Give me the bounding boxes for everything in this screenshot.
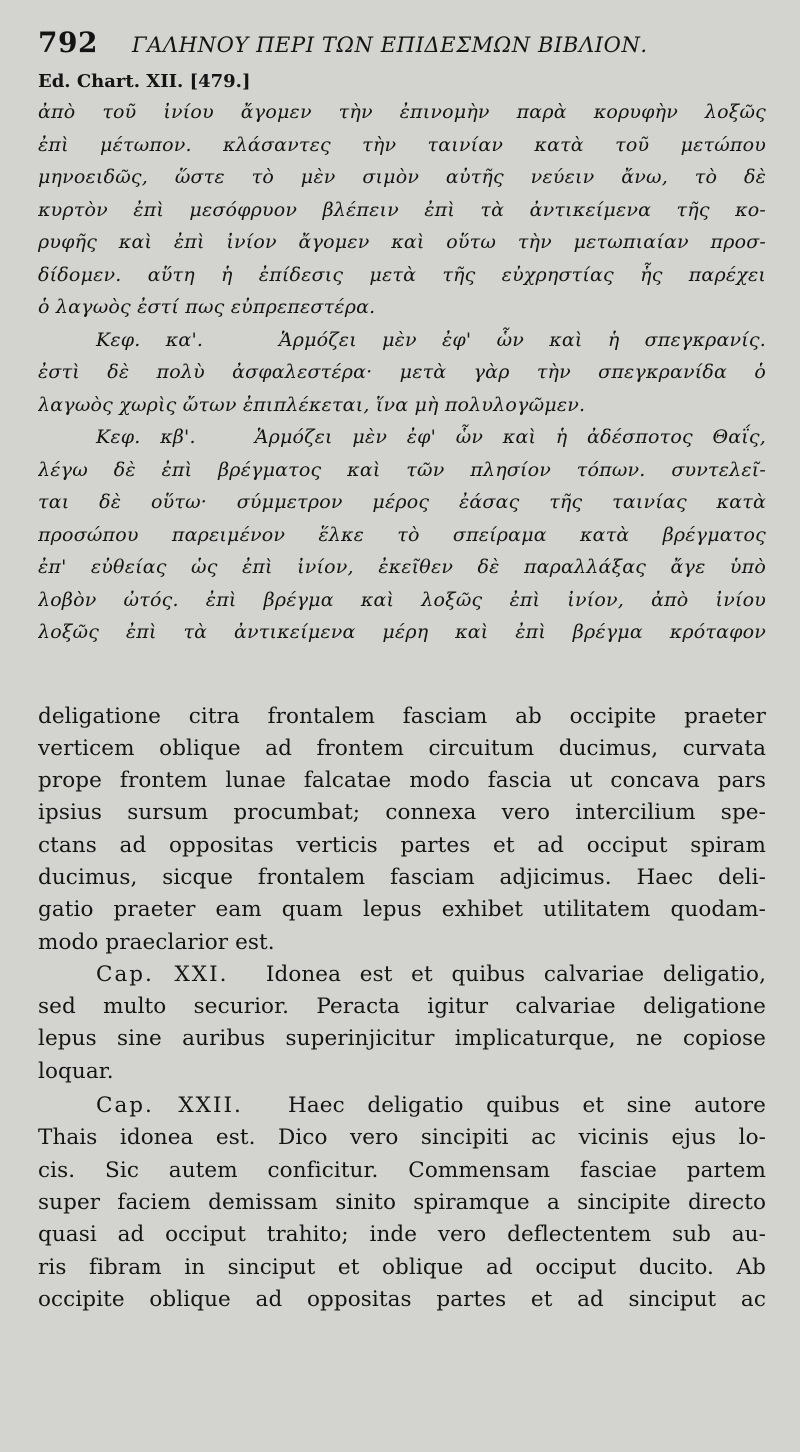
- latin-line: Thais idonea est. Dico vero sincipiti ac vicinis ejus lo-: [38, 1125, 766, 1151]
- latin-line: occipite oblique ad oppositas partes et ad sinciput ac: [38, 1286, 766, 1312]
- latin-chapter-21-first-line: [38, 959, 766, 991]
- latin-line: quasi ad occiput trahito; inde vero deflectentem sub au-: [38, 1222, 766, 1248]
- latin-line: ctans ad oppositas verticis partes et ad occiput spiram: [38, 832, 766, 858]
- latin-chapter-22-first-line: [38, 1090, 766, 1122]
- greek-line: ἀπὸ τοῦ ἰνίου ἄγομεν τὴν ἐπινομὴν παρὰ κορυφὴν λοξῶς: [38, 101, 766, 123]
- latin-line: lepus sine auribus superinjicitur implicaturque, ne copiose: [38, 1026, 766, 1052]
- edition-reference: Ed. Chart. XII. [479.]: [38, 71, 251, 92]
- latin-line: sed multo securior. Peracta igitur calvariae deligatione: [38, 994, 766, 1020]
- greek-line: λοξῶς ἐπὶ τὰ ἀντικείμενα μέρη καὶ ἐπὶ βρέγμα κρόταφον: [38, 621, 766, 643]
- greek-line: Ἁρμόζει μὲν ἐφ' ὧν καὶ ἡ ἀδέσποτος Θαΐς,: [254, 426, 766, 448]
- greek-line: μηνοειδῶς, ὥστε τὸ μὲν σιμὸν αὐτῆς νεύειν ἄνω, τὸ δὲ: [38, 166, 766, 188]
- latin-chapter-21-label: Cap. XXI.: [96, 961, 229, 987]
- greek-line: Ἁρμόζει μὲν ἐφ' ὧν καὶ ἡ σπεγκρανίς.: [278, 328, 766, 351]
- latin-line: modo praeclarior est.: [38, 929, 275, 955]
- latin-line: super faciem demissam sinito spiramque a sincipite directo: [38, 1189, 766, 1215]
- latin-line: prope frontem lunae falcatae modo fascia ut concava pars: [38, 768, 766, 794]
- latin-line: deligatione citra frontalem fasciam ab occipite praeter: [38, 703, 766, 729]
- latin-chapter-22-label: Cap. XXII.: [96, 1093, 243, 1119]
- section-gap: [38, 649, 766, 701]
- page-header: [38, 26, 766, 66]
- running-title: ΓΑΛΗΝΟΥ ΠΕΡΙ ΤΩΝ ΕΠΙΔΕΣΜΩΝ ΒΙΒΛΙΟΝ.: [132, 33, 648, 57]
- greek-line: λαγωὸς χωρὶς ὤτων ἐπιπλέκεται, ἵνα μὴ πολυλογῶμεν.: [38, 393, 586, 416]
- greek-line: προσώπου παρειμένον ἕλκε τὸ σπείραμα κατὰ βρέγματος: [38, 523, 766, 546]
- latin-line: cis. Sic autem conficitur. Commensam fasciae partem: [38, 1157, 766, 1183]
- latin-line: ducimus, sicque frontalem fasciam adjicimus. Haec deli-: [38, 864, 766, 890]
- greek-line: ὁ λαγωὸς ἐστί πως εὐπρεπεστέρα.: [38, 296, 376, 318]
- latin-line: ris fibram in sinciput et oblique ad occiput ducito. Ab: [38, 1254, 766, 1280]
- greek-line: κυρτὸν ἐπὶ μεσόφρυον βλέπειν ἐπὶ τὰ ἀντικείμενα τῆς κο-: [38, 198, 766, 221]
- greek-line: ρυφῆς καὶ ἐπὶ ἰνίον ἄγομεν καὶ οὕτω τὴν μετωπιαίαν προσ-: [38, 231, 766, 253]
- greek-line: ἐπὶ μέτωπον. κλάσαντες τὴν ταινίαν κατὰ τοῦ μετώπου: [38, 133, 766, 156]
- latin-line: Idonea est et quibus calvariae deligatio,: [265, 961, 766, 987]
- latin-line: verticem oblique ad frontem circuitum ducimus, curvata: [38, 735, 766, 761]
- greek-chapter-21-label: Κεφ. κα'.: [96, 328, 204, 351]
- greek-line: λέγω δὲ ἐπὶ βρέγματος καὶ τῶν πλησίον τόπων. συντελεῖ-: [38, 458, 766, 481]
- latin-text-block: [38, 701, 766, 1317]
- greek-chapter-21-first-line: [38, 324, 766, 357]
- greek-line: ται δὲ οὕτω· σύμμετρον μέρος ἐάσας τῆς ταινίας κατὰ: [38, 491, 766, 513]
- greek-line: ἐστὶ δὲ πολὺ ἀσφαλεστέρα· μετὰ γὰρ τὴν σπεγκρανίδα ὁ: [38, 361, 766, 383]
- greek-line: δίδομεν. αὕτη ἡ ἐπίδεσις μετὰ τῆς εὐχρηστίας ἧς παρέχει: [38, 263, 766, 286]
- greek-chapter-22-first-line: [38, 421, 766, 454]
- page-number: 792: [38, 26, 98, 59]
- greek-line: ἐπ' εὐθείας ὡς ἐπὶ ἰνίον, ἐκεῖθεν δὲ παραλλάξας ἄγε ὑπὸ: [38, 556, 766, 578]
- latin-line: loquar.: [38, 1058, 114, 1084]
- greek-text-block: [38, 96, 766, 649]
- latin-line: Haec deligatio quibus et sine autore: [288, 1093, 766, 1119]
- latin-line: ipsius sursum procumbat; connexa vero intercilium spe-: [38, 800, 766, 826]
- latin-line: gatio praeter eam quam lepus exhibet utilitatem quodam-: [38, 897, 766, 923]
- greek-line: λοβὸν ὠτός. ἐπὶ βρέγμα καὶ λοξῶς ἐπὶ ἰνίον, ἀπὸ ἰνίου: [38, 588, 766, 611]
- greek-chapter-22-label: Κεφ. κβ'.: [96, 426, 196, 448]
